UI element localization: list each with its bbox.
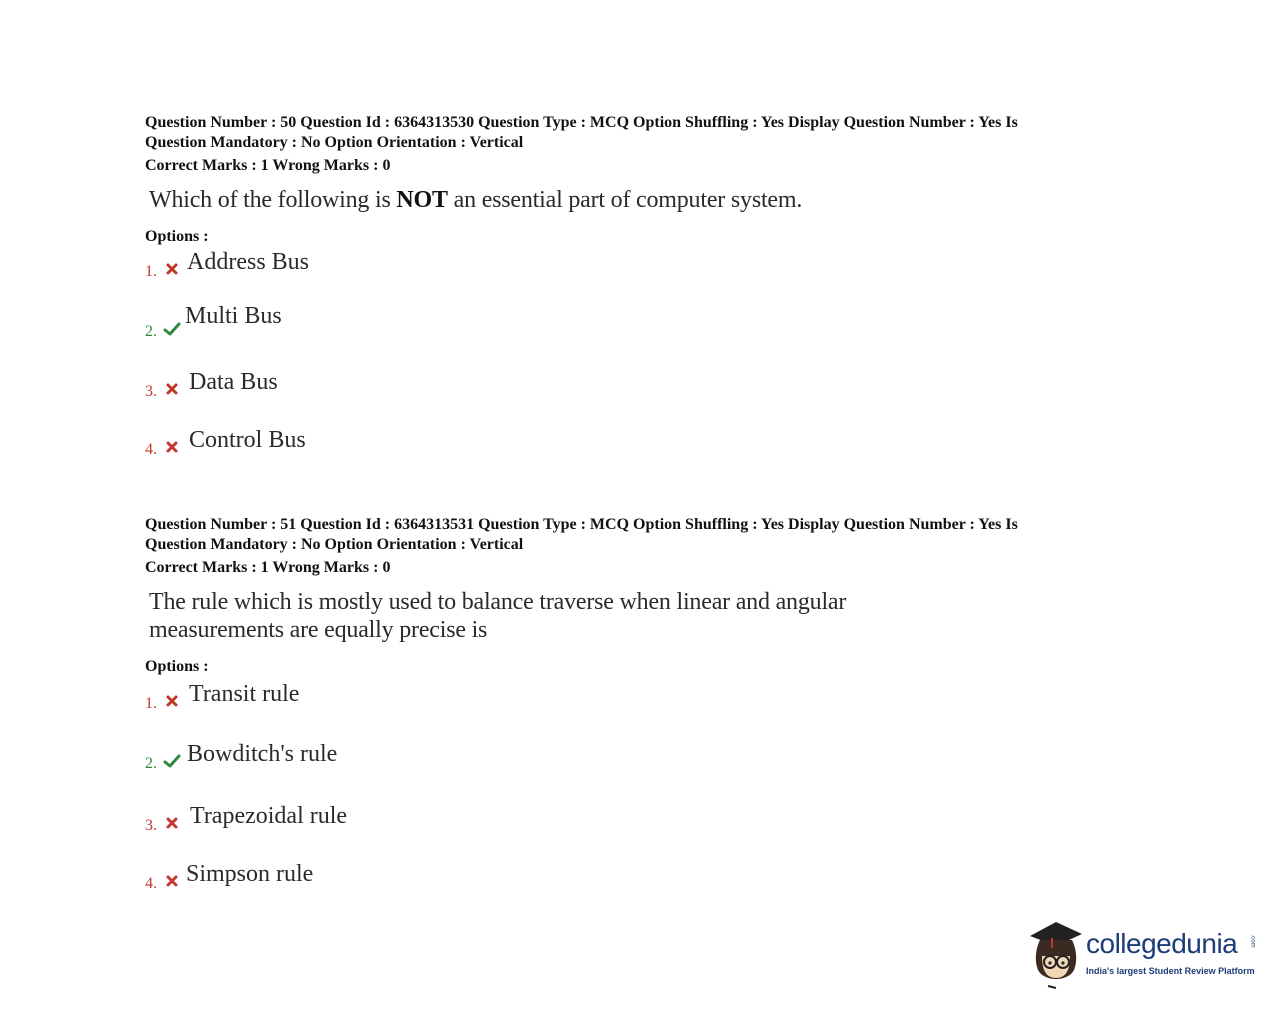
option-text: Trapezoidal rule — [190, 803, 348, 829]
option-text: Bowditch's rule — [187, 741, 338, 767]
cross-icon — [165, 694, 179, 708]
option-number: 2. — [145, 755, 157, 772]
option-number: 1. — [145, 263, 157, 280]
question-text-line2: measurements are equally precise is — [149, 617, 488, 643]
question-meta — [145, 515, 1105, 555]
question-text-line1: The rule which is mostly used to balance traverse when linear and angular — [149, 589, 847, 615]
question-meta-line1: Question Number : 50 Question Id : 6364313530 Question Type : MCQ Option Shuffling : Yes Display Question Number : Yes Is — [145, 114, 1018, 131]
cross-icon — [165, 816, 179, 830]
question-block-51 — [145, 515, 1105, 892]
question-text-part: Which of the following is — [149, 187, 397, 213]
collegedunia-logo — [1026, 918, 1256, 990]
option-4[interactable] — [145, 861, 645, 901]
mascot-icon — [1026, 918, 1086, 990]
option-text: Transit rule — [189, 681, 300, 707]
cross-icon — [165, 382, 179, 396]
option-3[interactable] — [145, 369, 645, 409]
logo-tagline: India's largest Student Review Platform — [1086, 966, 1255, 976]
option-number: 4. — [145, 441, 157, 458]
option-1[interactable] — [145, 249, 645, 289]
option-2[interactable] — [145, 741, 645, 781]
option-number: 1. — [145, 695, 157, 712]
question-meta — [145, 113, 1105, 153]
option-2[interactable] — [145, 303, 645, 349]
question-marks: Correct Marks : 1 Wrong Marks : 0 — [145, 157, 391, 174]
question-block-50 — [145, 113, 1105, 458]
option-text: Address Bus — [187, 249, 310, 275]
options-label: Options : — [145, 658, 209, 675]
question-marks: Correct Marks : 1 Wrong Marks : 0 — [145, 559, 391, 576]
option-4[interactable] — [145, 427, 645, 467]
question-text — [149, 186, 1105, 214]
option-number: 3. — [145, 817, 157, 834]
option-number: 2. — [145, 323, 157, 340]
checkmark-icon — [163, 754, 181, 768]
option-text: Simpson rule — [186, 861, 314, 887]
logo-wordmark: collegedunia — [1086, 928, 1238, 959]
option-number: 4. — [145, 875, 157, 892]
option-1[interactable] — [145, 681, 645, 721]
cross-icon — [165, 874, 179, 888]
option-text: Control Bus — [189, 427, 306, 453]
option-number: 3. — [145, 383, 157, 400]
question-text-part: an essential part of computer system. — [447, 187, 803, 213]
option-text: Data Bus — [189, 369, 278, 395]
cross-icon — [165, 262, 179, 276]
question-meta-line2: Question Mandatory : No Option Orientation : Vertical — [145, 134, 524, 151]
question-meta-line2: Question Mandatory : No Option Orientation : Vertical — [145, 536, 524, 553]
option-text: Multi Bus — [185, 303, 282, 329]
option-3[interactable] — [145, 803, 645, 843]
logo-suffix: .com — [1249, 934, 1256, 948]
question-text-emphasis: NOT — [396, 187, 448, 213]
question-meta-line1: Question Number : 51 Question Id : 6364313531 Question Type : MCQ Option Shuffling : Yes Display Question Number : Yes Is — [145, 516, 1018, 533]
options-label: Options : — [145, 228, 209, 245]
checkmark-icon — [163, 322, 181, 336]
question-text — [149, 588, 1105, 644]
cross-icon — [165, 440, 179, 454]
